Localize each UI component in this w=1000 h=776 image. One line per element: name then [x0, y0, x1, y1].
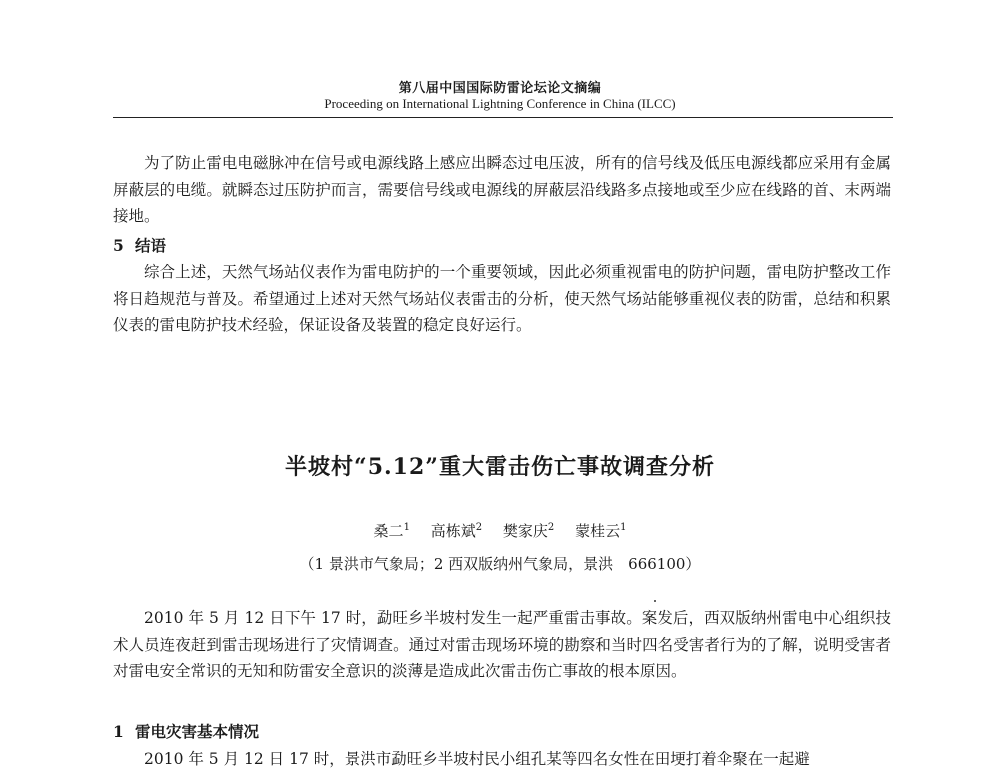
author-line	[0, 520, 1000, 541]
section-title: 雷电灾害基本情况	[135, 722, 260, 741]
section-heading-1	[113, 719, 259, 745]
speck-mark	[654, 600, 656, 602]
running-header-chinese: 第八届中国国际防雷论坛论文摘编	[398, 81, 602, 96]
prev-article-paragraph: 为了防止雷电电磁脉冲在信号或电源线路上感应出瞬态过电压波，所有的信号线及低压电源线都应采用有金属屏蔽层的电缆。就瞬态过压防护而言，需要信号线或电源线的屏蔽层沿线路多点接地或至少应在线路的首、末两端接地。	[113, 154, 891, 225]
cut-off-paragraph: 2010 年 5 月 12 日 17 时，景洪市勐旺乡半坡村民小组孔某等四名女性在田埂打着伞聚在一起避	[144, 750, 810, 768]
header-rule	[113, 117, 893, 118]
section-number: 1	[113, 722, 124, 741]
author: 蒙桂云$^1$	[575, 522, 627, 540]
section-heading-conclusion	[113, 233, 166, 259]
conclusion-paragraph: 综合上述，天然气场站仪表作为雷电防护的一个重要领域，因此必须重视雷电的防护问题，雷电防护整改工作将日趋规范与普及。希望通过上述对天然气场站仪表雷击的分析，使天然气场站能够重视仪表的防雷，总结和积累仪表的雷电防护技术经验，保证设备及装置的稳定良好运行。	[113, 263, 891, 334]
running-header-english: Proceeding on International Lightning Conference in China (ILCC)	[324, 96, 676, 111]
author: 高栋斌$^2$	[430, 522, 483, 540]
abstract-paragraph: 2010 年 5 月 12 日下午 17 时，勐旺乡半坡村发生一起严重雷击事故。案发后，西双版纳州雷电中心组织技术人员连夜赶到雷击现场进行了灾情调查。通过对雷击现场环境的勘察和当时四名受害者行为的了解，说明受害者对雷电安全常识的无知和防雷安全意识的淡薄是造成此次雷击伤亡事故的根本原因。	[113, 609, 891, 680]
article-title: 半坡村“5.12”重大雷击伤亡事故调查分析	[285, 454, 715, 480]
section-number: 5	[113, 236, 124, 255]
affiliation-line: （1 景洪市气象局；2 西双版纳州气象局，景洪 666100）	[299, 555, 701, 573]
author: 桑二$^1$	[373, 522, 410, 540]
author: 樊家庆$^2$	[502, 522, 555, 540]
section-title: 结语	[135, 236, 167, 255]
